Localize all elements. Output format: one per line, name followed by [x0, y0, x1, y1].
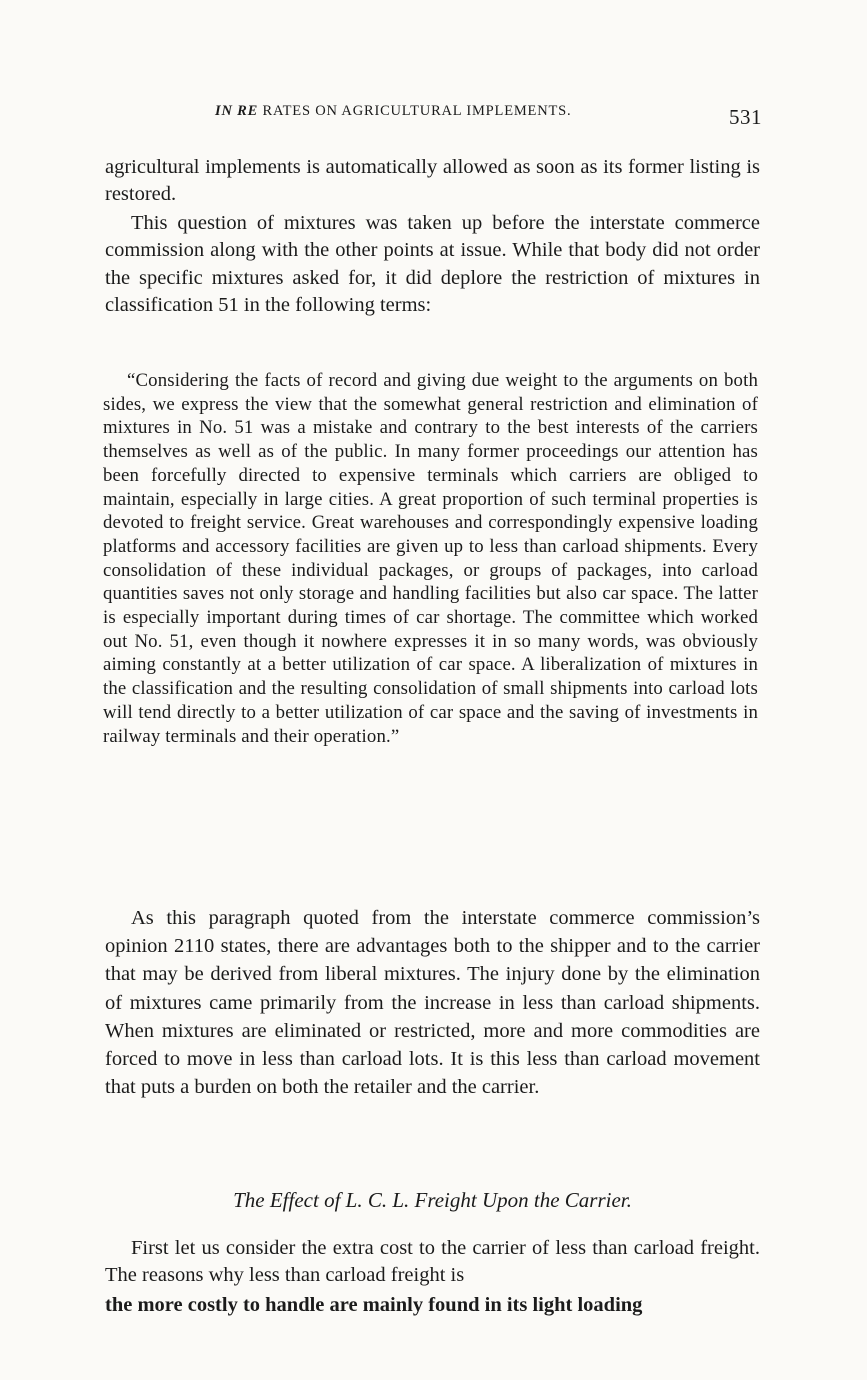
section-opening-paragraph: First let us consider the extra cost to the carrier of less than carload freight. The reasons why less than carload freight is: [105, 1237, 760, 1287]
running-title-text: RATES ON AGRICULTURAL IMPLEMENTS.: [258, 103, 572, 119]
continuation-paragraph: agricultural implements is automatically allowed as soon as its former listing is restored.: [105, 156, 760, 206]
running-head: [105, 103, 762, 133]
section-last-line: the more costly to handle are mainly found in its light loading: [105, 1294, 643, 1316]
section-heading: The Effect of L. C. L. Freight Upon the Carrier.: [233, 1188, 632, 1212]
mixtures-question-paragraph: This question of mixtures was taken up before the interstate commerce commission along with the other points at issue. While that body did not order the specific mixtures asked for, it did deplore the restriction of mixtures in classification 51 in the following terms:: [105, 212, 760, 317]
advantages-paragraph: As this paragraph quoted from the interstate commerce commission’s opinion 2110 states, there are advantages both to the shipper and to the carrier that may be derived from liberal mixtures. The injury done by the elimination of mixtures came primarily from the increase in less than carload shipments. When mixtures are eliminated or restricted, more and more commodities are forced to move in less than carload lots. It is this less than carload movement that puts a burden on both the retailer and the carrier.: [105, 907, 760, 1099]
block-quotation: “Considering the facts of record and giving due weight to the arguments on both sides, we express the view that the somewhat general restriction and elimination of mixtures in No. 51 was a mistake and contrary to the best interests of the carriers themselves as well as of the public. In many former proceedings our attention has been forcefully directed to expensive terminals which carriers are obliged to maintain, especially in large cities. A great proportion of such terminal properties is devoted to freight service. Great warehouses and correspondingly expensive loading platforms and accessory facilities are given up to less than carload shipments. Every consolidation of these individual packages, or groups of packages, into carload quantities saves not only storage and handling facilities but also car space. The latter is especially important during times of car shortage. The committee which worked out No. 51, even though it nowhere expresses it in so many words, was obviously aiming constantly at a better utilization of car space. A liberalization of mixtures in the classification and the resulting consolidation of small shipments into carload lots will tend directly to a better utilization of car space and the saving of investments in railway terminals and their operation.”: [103, 370, 758, 747]
running-title: [215, 103, 571, 120]
page-number: 531: [729, 105, 762, 129]
running-title-prefix: IN RE: [215, 103, 259, 119]
